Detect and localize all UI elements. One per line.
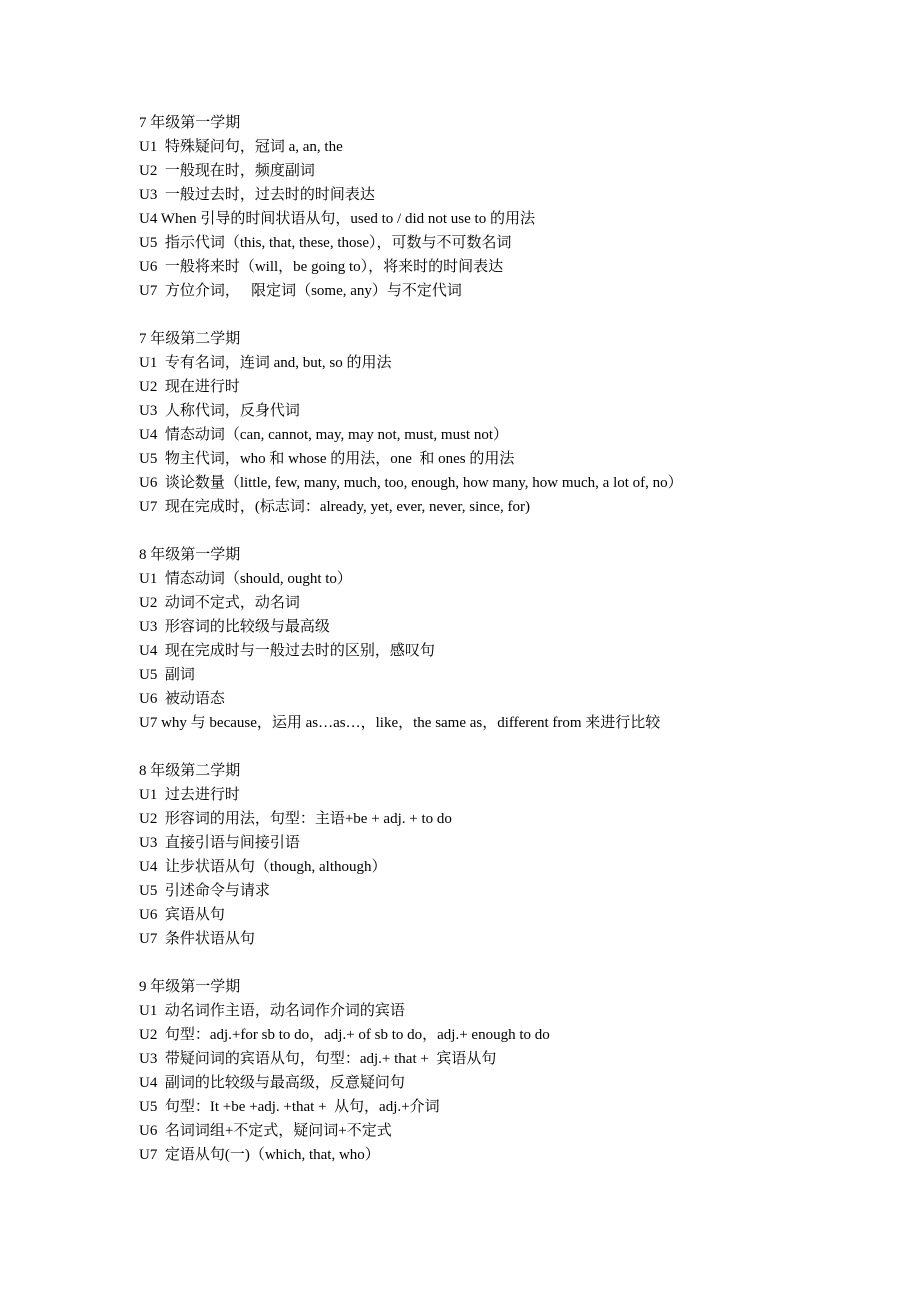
unit-line: U7 定语从句(一)（which, that, who） bbox=[139, 1147, 380, 1163]
unit-line: U6 一般将来时（will，be going to），将来时的时间表达 bbox=[139, 259, 504, 275]
section-grade8-term2 bbox=[139, 759, 899, 951]
document-page bbox=[139, 111, 899, 1191]
section-title: 8 年级第一学期 bbox=[139, 547, 241, 563]
unit-line: U7 现在完成时，(标志词：already, yet, ever, never, since, for) bbox=[139, 499, 531, 515]
unit-line: U1 过去进行时 bbox=[139, 787, 240, 803]
unit-line: U3 带疑问词的宾语从句，句型：adj.+ that + 宾语从句 bbox=[139, 1051, 497, 1067]
unit-line: U7 条件状语从句 bbox=[139, 931, 255, 947]
section-grade7-term2 bbox=[139, 327, 899, 519]
section-grade7-term1 bbox=[139, 111, 899, 303]
section-title: 7 年级第一学期 bbox=[139, 115, 241, 131]
unit-line: U2 句型：adj.+for sb to do，adj.+ of sb to do，adj.+ enough to do bbox=[139, 1027, 550, 1043]
unit-line: U6 宾语从句 bbox=[139, 907, 225, 923]
unit-line: U3 一般过去时，过去时的时间表达 bbox=[139, 187, 375, 203]
unit-line: U2 形容词的用法，句型：主语+be + adj. + to do bbox=[139, 811, 452, 827]
unit-line: U6 谈论数量（little, few, many, much, too, enough, how many, how much, a lot of, no） bbox=[139, 475, 683, 491]
unit-line: U4 现在完成时与一般过去时的区别，感叹句 bbox=[139, 643, 435, 659]
unit-line: U1 动名词作主语，动名词作介词的宾语 bbox=[139, 1003, 405, 1019]
unit-line: U1 情态动词（should, ought to） bbox=[139, 571, 352, 587]
section-title: 7 年级第二学期 bbox=[139, 331, 241, 347]
unit-line: U3 直接引语与间接引语 bbox=[139, 835, 300, 851]
unit-line: U5 物主代词，who 和 whose 的用法，one 和 ones 的用法 bbox=[139, 451, 515, 467]
unit-line: U2 动词不定式，动名词 bbox=[139, 595, 300, 611]
unit-line: U2 一般现在时，频度副词 bbox=[139, 163, 315, 179]
unit-line: U5 指示代词（this, that, these, those），可数与不可数名词 bbox=[139, 235, 512, 251]
unit-line: U4 When 引导的时间状语从句，used to / did not use to 的用法 bbox=[139, 211, 535, 227]
unit-line: U4 让步状语从句（though, although） bbox=[139, 859, 387, 875]
unit-line: U3 人称代词，反身代词 bbox=[139, 403, 300, 419]
unit-line: U6 被动语态 bbox=[139, 691, 225, 707]
unit-line: U7 why 与 because，运用 as…as…，like，the same as，different from 来进行比较 bbox=[139, 715, 661, 731]
unit-line: U5 引述命令与请求 bbox=[139, 883, 270, 899]
unit-line: U4 情态动词（can, cannot, may, may not, must, must not） bbox=[139, 427, 508, 443]
unit-line: U1 特殊疑问句，冠词 a, an, the bbox=[139, 139, 343, 155]
unit-line: U5 副词 bbox=[139, 667, 195, 683]
unit-line: U2 现在进行时 bbox=[139, 379, 240, 395]
section-title: 8 年级第二学期 bbox=[139, 763, 241, 779]
unit-line: U1 专有名词，连词 and, but, so 的用法 bbox=[139, 355, 392, 371]
unit-line: U4 副词的比较级与最高级，反意疑问句 bbox=[139, 1075, 405, 1091]
section-grade9-term1 bbox=[139, 975, 899, 1167]
section-title: 9 年级第一学期 bbox=[139, 979, 241, 995]
unit-line: U6 名词词组+不定式，疑问词+不定式 bbox=[139, 1123, 392, 1139]
unit-line: U7 方位介词， 限定词（some, any）与不定代词 bbox=[139, 283, 462, 299]
unit-line: U5 句型：It +be +adj. +that + 从句，adj.+介词 bbox=[139, 1099, 440, 1115]
section-grade8-term1 bbox=[139, 543, 899, 735]
unit-line: U3 形容词的比较级与最高级 bbox=[139, 619, 330, 635]
